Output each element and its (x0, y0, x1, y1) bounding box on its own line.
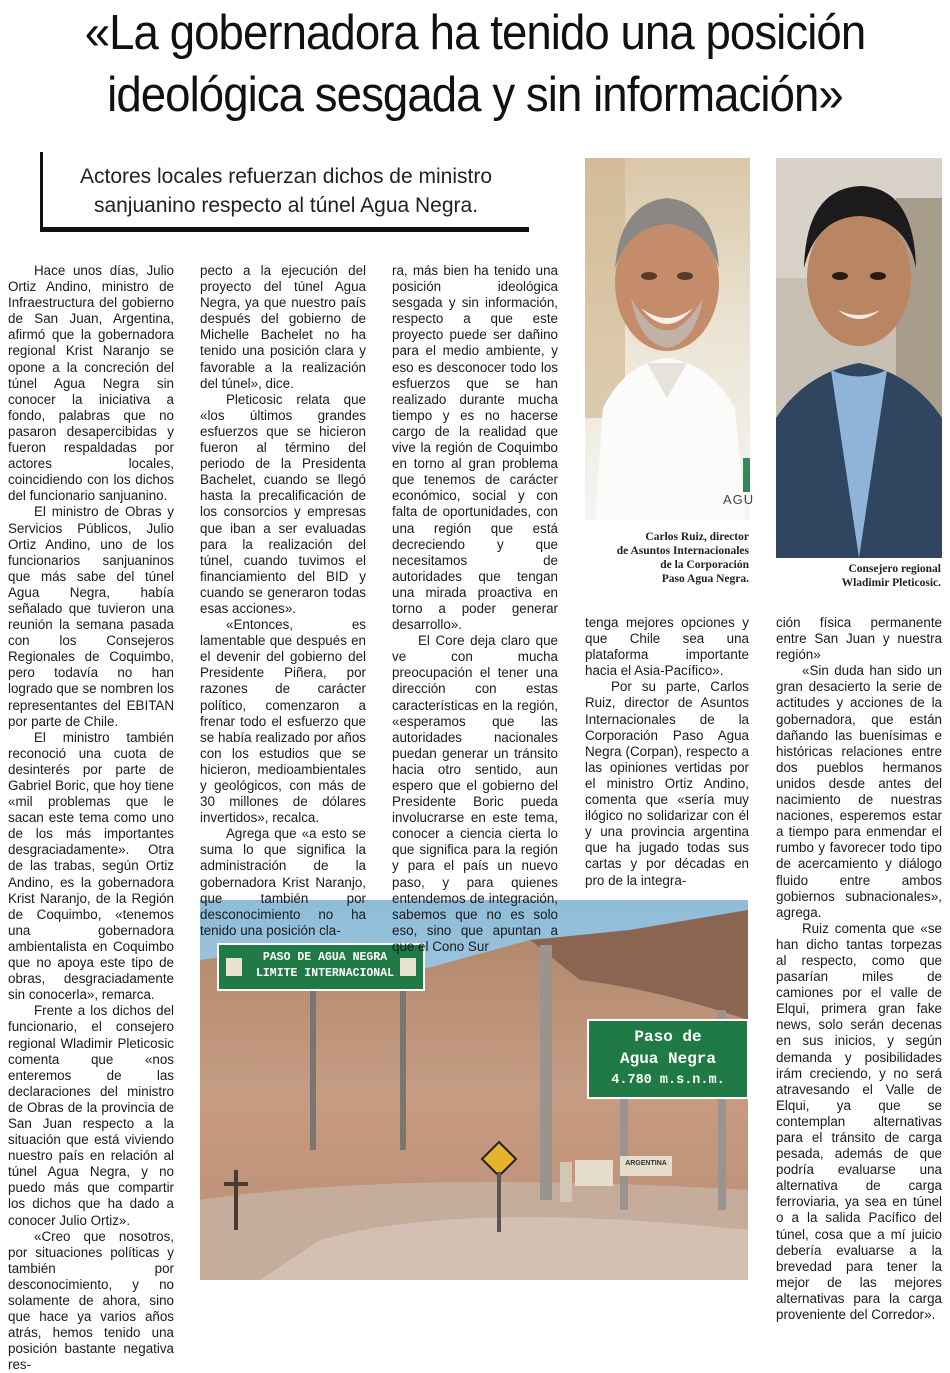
col5-paragraph: Ruiz comenta que «se han dicho tantas torpezas al respecto, como que pasarían miles de camiones por el valle de Elqui, primera gran fake news, solo serán decenas en sus inicios, y según demanda y posibilidades irám creciendo, y no será atravesando el Valle de Elqui, ya que se contemplan alternativas para el tránsito de carga pesada, además de que podría evaluarse una alternativa de carga ferroviaria, ya sea en túnel o a la salida Pacífico del túnel, cosa que a mí juicio debería evaluarse a la brevedad para tener la mejor de las mejores alternativas para la carga proveniente del Corredor». (776, 920, 942, 1323)
article-column-5 (776, 615, 942, 1323)
col3-paragraph: ra, más bien ha tenido una posición ideológica sesgada y sin información, respecto a que este proyecto puede ser dañino para el medio ambiente, y eso es desconocer todo los esfuerzos que se han realizado durante mucha tiempo y es no hacerse cargo de la realidad que vive la región de Coquimbo en torno al gran problema que tenemos de carácter económico, social y con falta de oportunidades, con una región que está decreciendo y que necesitamos de autoridades que tengan una mirada proactiva en torno a poder generar desarrollo». (392, 263, 558, 633)
subheadline (43, 162, 529, 220)
caption-pleticosic-line-2: Wladimir Pleticosic. (841, 577, 941, 589)
sign1-line-2: LIMITE INTERNACIONAL (255, 967, 395, 980)
sign1-line-1: PASO DE AGUA NEGRA (262, 951, 388, 964)
subheadline-line-2: sanjuanino respecto al túnel Agua Negra. (93, 194, 479, 217)
photo-sign-text: AGU (723, 492, 755, 507)
article-column-2 (200, 263, 366, 939)
article-column-1 (8, 263, 174, 1373)
col4-paragraph: tenga mejores opciones y que Chile sea una plataforma importante hacia el Asia-Pacífico». (585, 615, 749, 679)
portrait-carlos-ruiz (585, 158, 750, 520)
col5-paragraph: «Sin duda han sido un gran desacierto la serie de actitudes y acciones de la gobernadora, que están dañando las buenísimas e históricas relaciones entre dos pueblos hermanos unidos desde antes del nacimiento de nuestras naciones, esperemos estar a tiempo para enmendar el rumbo y favorecer todo tipo de acercamiento y diálogo fluido entre ambos gobiernos subnacionales», agrega. (776, 663, 942, 920)
col2-paragraph: pecto a la ejecución del proyecto del túnel Agua Negra, ya que nuestro país después del gobierno de Michelle Bachelet no ha tenido una posición clara y favorable a la realización del túnel», dice. (200, 263, 366, 391)
photo-paso-agua-negra (200, 900, 748, 1280)
col4-paragraph: Por su parte, Carlos Ruiz, director de Asuntos Internacionales de la Corporación Paso Agua Negra (Corpan), respecto a las opiniones vertidas por el ministro Ortiz Andino, comenta que «sería muy ilógico no solidarizar con él y una provincia argentina que ha jugado todas sus cartas y por décadas en pro de la integra- (585, 679, 749, 888)
photo-wladimir-pleticosic (776, 158, 942, 558)
headline-line-1: «La gobernadora ha tenido una posición (84, 6, 866, 60)
subheadline-box (40, 152, 529, 232)
photo-carlos-ruiz (585, 158, 755, 520)
col1-paragraph: «Creo que nosotros, por situaciones políticas y también por desconocimiento, y no solamente de ahora, sino que hace ya varios años atrás, hemos tenido una posición bastante negativa res- (8, 1228, 174, 1373)
caption-carlos-ruiz (585, 530, 749, 586)
article-column-3 (392, 263, 558, 955)
portrait-wladimir-pleticosic (776, 158, 942, 558)
caption-ruiz-line-1: Carlos Ruiz, director (645, 531, 749, 543)
sign2-line-2: Agua Negra (619, 1050, 716, 1068)
caption-ruiz-line-3: de la Corporación (660, 559, 749, 571)
article-column-4 (585, 615, 749, 889)
col1-paragraph: El ministro también reconoció una cuota de desinterés por parte de Gabriel Boric, que hoy tiene «mil problemas que le sacan este tema como uno de los más importantes desgraciadamente». Otra de las trabas, según Ortiz Andino, es la gobernadora Krist Naranjo, de la Región de Coquimbo, «tenemos una gobernadora ambientalista en Coquimbo que no apoya este tipo de obras, desgraciadamente sin conocerla», remarca. (8, 729, 174, 1003)
col1-paragraph: El ministro de Obras y Servicios Públicos, Julio Ortiz Andino, uno de los funcionarios sanjuaninos que más sabe del túnel Agua Negra, había señalado que tuvieron una reunión la semana pasada con los Consejeros Regionales de Coquimbo, pero todavía no han logrado que se nombren los representantes del EBITAN por parte de Chile. (8, 504, 175, 729)
caption-wladimir-pleticosic (776, 562, 941, 590)
subheadline-line-1: Actores locales refuerzan dichos de ministro (79, 165, 493, 188)
caption-pleticosic-line-1: Consejero regional (848, 563, 941, 575)
col2-paragraph: Pleticosic relata que «los últimos grandes esfuerzos que se hicieron fueron al término del periodo de la Presidenta Bachelet, cuando se llegó hasta la precalificación de los consorcios y empresas que iban a ser evaluadas para la realización del túnel, cuando tuvimos el financiamiento del BID y cuando se generaron todas esas acciones». (200, 391, 366, 616)
caption-ruiz-line-2: de Asuntos Internacionales (616, 545, 749, 557)
col2-paragraph: Agrega que «a esto se suma lo que significa la administración de la gobernadora Krist Naranjo, que también por desconocimiento no ha tenido una posición cla- (200, 826, 366, 938)
subheadline-rule (43, 227, 529, 232)
sign-paso-agua-negra (590, 1026, 746, 1092)
sign2-line-1: Paso de (634, 1028, 702, 1046)
col3-paragraph: El Core deja claro que ve con mucha preocupación el tener una dirección con estas características en la región, «esperamos que las autoridades nacionales puedan generar un tránsito hacia otro sentido, aun espero que el gobierno del Presidente Boric pueda involucrarse en este tema, conocer a ciencia cierta lo que significa para la región y para el país un nuevo paso, y para quienes entendemos de integración, sabemos que no es solo eso, sino que apuntan a que el Cono Sur (392, 633, 558, 954)
col1-paragraph: Frente a los dichos del funcionario, el consejero regional Wladimir Pleticosic comenta que «nos enteremos de las declaraciones del ministro de Obras de la provincia de San Juan respecto a la situación que está viviendo nuestro país en relación al túnel Agua Negra, y no puedo más que compartir los dichos que ha dado a conocer Julio Ortiz». (8, 1003, 174, 1228)
col2-paragraph: «Entonces, es lamentable que después en el devenir del gobierno del Presidente Piñera, por razones de carácter político, comenzaron a frenar todo el esfuerzo que se había realizado por años con los estudios que se hicieron, medioambientales y geológicos, con más de 30 millones de dólares invertidos», recalca. (200, 617, 366, 826)
headline-line-2: ideológica sesgada y sin información» (107, 68, 843, 122)
sign-argentina: ARGENTINA (625, 1160, 667, 1167)
sign2-line-3: 4.780 m.s.n.m. (611, 1073, 725, 1088)
sign-limite-internacional (240, 950, 410, 982)
headline (33, 2, 917, 126)
col1-paragraph: Hace unos días, Julio Ortiz Andino, ministro de Infraestructura del gobierno de San Juan, Argentina, afirmó que la gobernadora regional Krist Naranjo se opone a la concreción del túnel Agua Negra sin conocer la iniciativa a fondo, palabras que no pasaron desapercibidas y fueron respaldadas por actores locales, coincidiendo con los dichos del funcionario sanjuanino. (8, 263, 174, 504)
caption-ruiz-line-4: Paso Agua Negra. (661, 573, 749, 585)
col5-paragraph: ción física permanente entre San Juan y nuestra región» (776, 615, 942, 663)
